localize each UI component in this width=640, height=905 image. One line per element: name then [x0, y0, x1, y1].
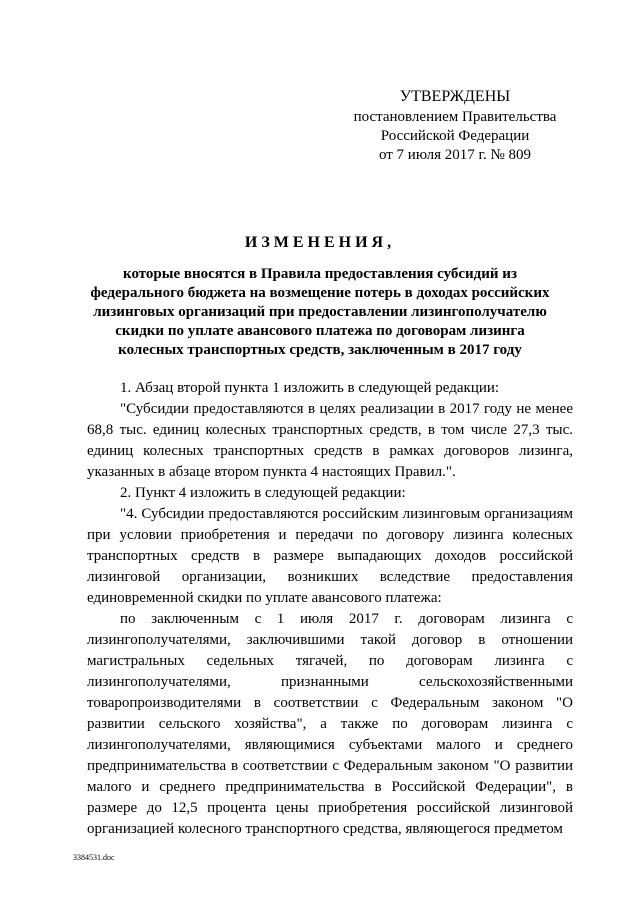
paragraph-1: 1. Абзац второй пункта 1 изложить в следующей редакции: [120, 380, 500, 396]
approved-authority-line: Российской Федерации [380, 128, 530, 144]
paragraph-3: 2. Пункт 4 изложить в следующей редакции: [120, 485, 406, 501]
approved-date-number-line: от 7 июля 2017 г. № 809 [378, 147, 532, 163]
title-heading: ИЗМЕНЕНИЯ, [244, 234, 396, 251]
approved-heading: УТВЕРЖДЕНЫ [399, 88, 511, 105]
approved-decree-line: постановлением Правительства [353, 109, 557, 125]
title-subtitle: которые вносятся в Правила предоставления субсидий из федерального бюджета на возмещение потерь в доходах российских лизинговых организаций при предоставлении лизингополучателю скидки по уплате авансового платежа по договорам лизинга колесных транспортных средств, заключенным в 2017 году [90, 266, 550, 358]
paragraph-5: по заключенным с 1 июля 2017 г. договорам лизинга с лизингополучателями, заключившими такой договор в отношении магистральных седельных тягачей, по договорам лизинга с лизингополучателями, признанными сельскохозяйственными товаропроизводителями в соответствии с Федеральным законом "О развитии сельского хозяйства", а также по договорам лизинга с лизингополучателями, являющимися субъектами малого и среднего предпринимательства в соответствии с Федеральным законом "О развитии малого и среднего предпринимательства в Российской Федерации", в размере до 12,5 процента цены приобретения российской лизинговой организацией колесного транспортного средства, являющегося предметом [87, 611, 573, 837]
approval-block [330, 87, 580, 165]
paragraph-4: "4. Субсидии предоставляются российским лизинговым организациям при условии приобретения и передачи по договору лизинга колесных транспортных средств в размере выпадающих доходов российской лизинговой организации, возникших вследствие предоставления единовременной скидки по уплате авансового платежа: [87, 506, 573, 606]
footer-doc-id: 3384531.doc [73, 853, 115, 862]
document-title [0, 233, 640, 360]
document-body [87, 378, 573, 840]
paragraph-2: "Субсидии предоставляются в целях реализации в 2017 году не менее 68,8 тыс. единиц колесных транспортных средств, в том числе 27,3 тыс. единиц колесных транспортных средств в рамках договоров лизинга, указанных в абзаце втором пункта 4 настоящих Правил.". [87, 401, 573, 480]
